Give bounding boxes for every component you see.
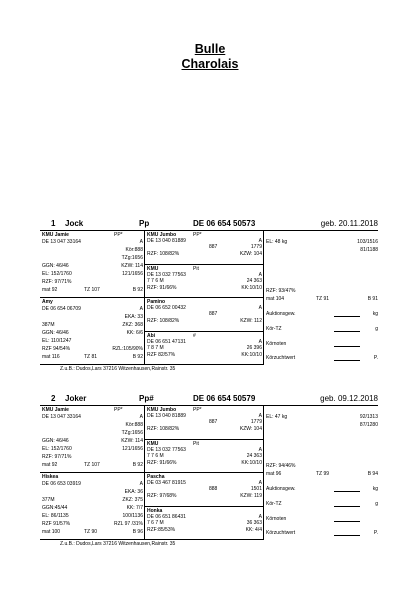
korzuchtwert-label: Körzuchtwert: [266, 355, 296, 361]
breeder-note: Z.u.B.: Dudos,Lars 37216 Witzenhausen,Rainstr. 35: [60, 366, 176, 372]
gp-extra: KK:10/10: [241, 284, 262, 291]
dam-v1: 387M: [42, 322, 55, 328]
kor-tz-blank: [334, 501, 360, 507]
gp-rzf: RZF: 108/82%: [147, 251, 180, 257]
sire-tzg: TZg:1656: [121, 430, 143, 436]
gp-v1: 887: [209, 419, 218, 425]
side-b: B 91: [367, 296, 378, 302]
gp-extra: KZW: 119: [240, 493, 262, 499]
sire-ggn: GGN: 46/46: [42, 263, 69, 269]
gp-extra: KK: 4/4: [245, 526, 262, 533]
kornoten-label: Körnoten: [266, 341, 287, 347]
genetic-code: Pp: [139, 219, 150, 228]
gp-a: A: [258, 305, 262, 311]
gp-name: Abi: [147, 332, 156, 339]
gp-v2: 24 363: [246, 452, 262, 459]
gp-rzf: RZF: 91/66%: [147, 459, 177, 466]
gp-v1: 887: [209, 244, 218, 250]
animal-entry: [40, 218, 378, 388]
gp-ear: DE 03 467 81915: [147, 480, 186, 486]
entry-header: [40, 218, 378, 230]
gp-rzf: RZF: 108/82%: [147, 318, 180, 324]
sire-tzg: TZg:1656: [121, 255, 143, 261]
dam-tz: TZ 90: [84, 529, 98, 535]
dam-kk: KK: 6/6: [126, 330, 143, 336]
sire-ear: DE 13 047 33164: [42, 239, 81, 245]
weight: EL: 47 kg: [266, 414, 288, 420]
dam-rzl: RZL:105/90%: [112, 346, 143, 352]
dam-rzf: RZF 91/57%: [42, 521, 71, 527]
dam-ggn: GGN:45/44: [42, 505, 68, 511]
gp-gc: PP*: [193, 407, 202, 413]
performance-column: [264, 406, 378, 540]
dam-ear: DE 06 654 06709: [42, 306, 81, 312]
auction-weight-unit: kg: [372, 486, 378, 492]
gp-a: A: [258, 238, 262, 244]
sire-mat: mat 92: [42, 287, 58, 293]
side-mat: mat 104: [266, 296, 285, 302]
dam-ear: DE 06 653 03919: [42, 481, 81, 487]
dam-el: EL: 86/1135: [42, 513, 69, 519]
sire-tz: TZ 107: [84, 462, 100, 468]
gp-ear: DE 13 040 81889: [147, 413, 186, 419]
auction-weight-label: Auktionsgew.: [266, 486, 296, 492]
dam-mat: mat 100: [42, 529, 61, 535]
gp-ear: DE 13 032 77563: [147, 271, 186, 278]
dam-b: B 96: [132, 529, 143, 535]
animal-name: Jock: [65, 219, 84, 228]
sire-name: KMU Jamie: [42, 407, 69, 413]
kor-tz-label: Kör-TZ: [266, 501, 282, 507]
sire-b: B 92: [132, 462, 143, 468]
side-tz: TZ 91: [316, 296, 330, 302]
gp-ear: DE 06 652 00432: [147, 305, 186, 311]
auction-weight-label: Auktionsgew.: [266, 311, 296, 317]
korzuchtwert-label: Körzuchtwert: [266, 530, 296, 536]
animal-entry: [40, 393, 378, 563]
gp-rzf: RZF: 108/82%: [147, 426, 180, 432]
gp-ear: DE 06 651 86431: [147, 513, 186, 520]
gp-v1: 888: [209, 486, 218, 492]
dam-b: B 92: [132, 354, 143, 360]
korzuchtwert-unit: P.: [373, 530, 378, 536]
animal-name: Joker: [65, 394, 87, 403]
ear-tag: DE 06 654 50573: [193, 219, 256, 228]
sire-mat: mat 92: [42, 462, 58, 468]
gp-v2: 26 396: [246, 344, 262, 351]
sire-a: A: [139, 414, 143, 420]
gp-ear: DE 13 032 77563: [147, 446, 186, 453]
page-title-line2: Charolais: [181, 57, 239, 71]
sire-elb: 121/1656: [122, 446, 143, 452]
weight-v2: 87/1280: [359, 422, 378, 428]
birth-date: geb. 20.11.2018: [320, 219, 378, 228]
ear-tag: DE 06 654 50579: [193, 394, 256, 403]
gp-a: A: [258, 513, 262, 520]
sire-gc: PP*: [114, 232, 123, 238]
weight-v2: 81/1188: [360, 247, 378, 253]
sire-rzf: RZF: 97/71%: [42, 454, 72, 460]
side-mat: mat 96: [266, 471, 282, 477]
sire-ggn: GGN: 46/46: [42, 438, 69, 444]
gp-v2: 1779: [250, 419, 262, 425]
gp-name: Pascha: [147, 474, 165, 480]
gp-ear: DE 13 040 81889: [147, 238, 186, 244]
gp-name: KMU Jumbo: [147, 407, 177, 413]
dam-name: Amy: [42, 299, 53, 305]
gp-name: Honka: [147, 507, 163, 514]
dam-elb: 100/1136: [122, 513, 143, 519]
dam-rzl: RZL 97 /31%: [114, 521, 143, 527]
gp-rzf: RZF 82/57%: [147, 351, 176, 358]
page-title-line1: Bulle: [194, 42, 226, 56]
entry-header: [40, 393, 378, 405]
gp-v1: 7 7 6 M: [147, 277, 164, 284]
entry-number: 1: [51, 219, 56, 228]
gp-extra: KK:10/10: [241, 351, 262, 358]
dam-mat: mat 116: [42, 354, 60, 360]
gp-rzf: RZF: 97/68%: [147, 493, 177, 499]
gp-name: KMU: [147, 265, 159, 272]
birth-date: geb. 09.12.2018: [320, 394, 378, 403]
side-tz: TZ 99: [316, 471, 330, 477]
gp-gc: Pit: [193, 440, 199, 447]
sire-kzw: KZW: 114: [121, 263, 143, 269]
gp-v2: 1501: [250, 486, 262, 492]
gp-a: A: [258, 271, 262, 278]
dam-a: A: [139, 481, 143, 487]
sire-gc: PP*: [114, 407, 123, 413]
dam-eka: EKA: 36: [124, 489, 143, 495]
sire-kzw: KZW: 114: [121, 438, 143, 444]
gp-v1: 7 8 7 M: [147, 344, 164, 351]
dam-el: EL: 110/1247: [42, 338, 72, 344]
dam-tz: TZ 81: [84, 354, 98, 360]
dam-kk: KK: 7/7: [126, 505, 143, 511]
kor-tz-unit: g: [375, 501, 378, 507]
sire-name: KMU Jamie: [42, 232, 69, 238]
korzuchtwert-unit: P.: [373, 355, 378, 361]
sire-el: EL: 152/1760: [42, 271, 72, 277]
gp-v2: 1779: [250, 244, 262, 250]
kornoten-blank: [334, 341, 360, 347]
weight: EL: 48 kg: [266, 239, 288, 245]
korzuchtwert-blank: [334, 355, 360, 361]
dam-a: A: [139, 306, 143, 312]
sire-tz: TZ 107: [84, 287, 100, 293]
weight-v1: 92/1313: [359, 414, 378, 420]
sire-kor: Kör:888: [125, 247, 143, 253]
kor-tz-label: Kör-TZ: [266, 326, 282, 332]
gp-extra: KZW: 104: [239, 251, 262, 257]
side-rzf: RZF: 94/46%: [266, 463, 296, 469]
gp-rzf: RZF: 91/66%: [147, 284, 177, 291]
sire-el: EL: 152/1760: [42, 446, 72, 452]
dam-ggn: GGN: 46/46: [42, 330, 69, 336]
gp-a: A: [258, 338, 262, 345]
kornoten-label: Körnoten: [266, 516, 287, 522]
kornoten-blank: [334, 516, 360, 522]
gp-v2: 24 363: [246, 277, 262, 284]
sire-elb: 121/1656: [122, 271, 143, 277]
weight-v1: 103/1516: [357, 239, 378, 245]
sire-a: A: [139, 239, 143, 245]
gp-a: A: [258, 413, 262, 419]
gp-extra: KK:10/10: [241, 459, 262, 466]
gp-name: KMU Jumbo: [147, 232, 177, 238]
gp-name: Pamino: [147, 299, 166, 305]
gp-gc: #: [193, 332, 196, 339]
side-rzf: RZF: 93/47%: [266, 288, 296, 294]
dam-name: Hiskea: [42, 474, 59, 480]
sire-ear: DE 13 047 33164: [42, 414, 81, 420]
gp-a: A: [258, 446, 262, 453]
genetic-code: Pp#: [139, 394, 154, 403]
gp-v1: 7 6 7 M: [147, 519, 164, 526]
gp-name: KMU: [147, 440, 159, 447]
auction-weight-unit: kg: [372, 311, 378, 317]
gp-extra: KZW: 104: [239, 426, 262, 432]
auction-weight-blank: [334, 486, 360, 492]
dam-eka: EKA: 33: [124, 314, 143, 320]
dam-zkz: ZKZ: 375: [122, 497, 143, 503]
sire-rzf: RZF: 97/71%: [42, 279, 72, 285]
breeder-note: Z.u.B.: Dudos,Lars 37216 Witzenhausen,Rainstr. 35: [60, 541, 176, 547]
gp-rzf: RZF:85/53%: [147, 526, 176, 533]
dam-v1: 377M: [42, 497, 55, 503]
gp-v2: 36 363: [246, 519, 262, 526]
dam-zkz: ZKZ: 368: [122, 322, 143, 328]
sire-kor: Kör:888: [125, 422, 143, 428]
gp-gc: Pit: [193, 265, 199, 272]
gp-extra: KZW: 112: [240, 318, 262, 324]
gp-a: A: [258, 480, 262, 486]
side-b: B 94: [367, 471, 378, 477]
gp-ear: DE 06 651 47131: [147, 338, 186, 345]
kor-tz-blank: [334, 326, 360, 332]
korzuchtwert-blank: [334, 530, 360, 536]
kor-tz-unit: g: [375, 326, 378, 332]
dam-rzf: RZF 94/54%: [42, 346, 71, 352]
sire-b: B 92: [132, 287, 143, 293]
entry-number: 2: [51, 394, 56, 403]
auction-weight-blank: [334, 311, 360, 317]
gp-v1: 7 7 6 M: [147, 452, 164, 459]
gp-v1: 887: [209, 311, 218, 317]
gp-gc: PP*: [193, 232, 202, 238]
performance-column: [264, 231, 378, 365]
